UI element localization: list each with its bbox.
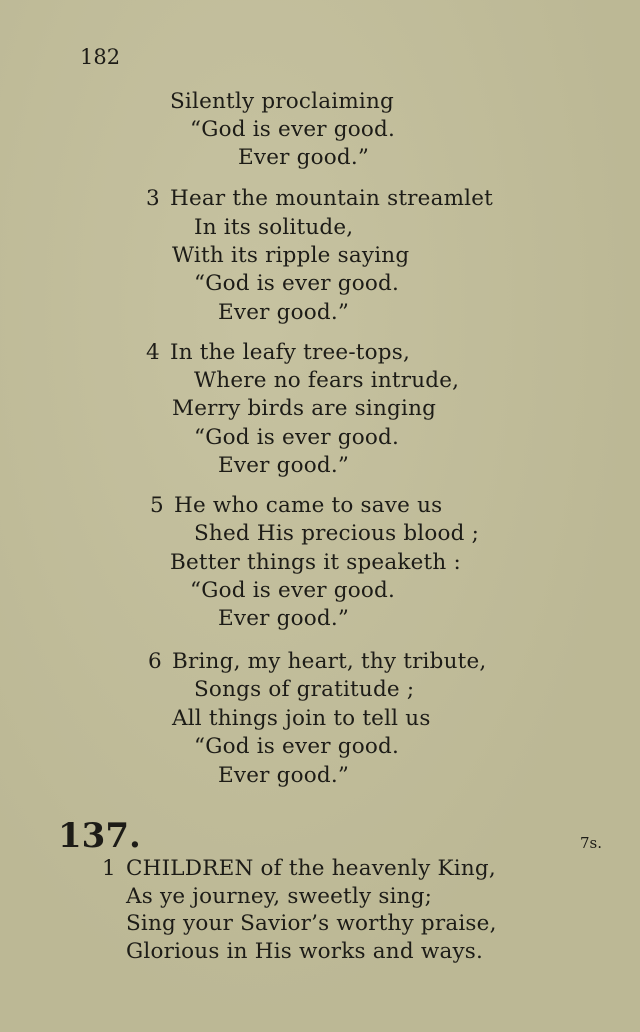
- page-number: 182: [80, 45, 121, 69]
- stanza-line: Sing your Savior’s worthy praise,: [126, 911, 497, 936]
- stanza-line: All things join to tell us: [172, 706, 431, 731]
- stanza-line: Songs of gratitude ;: [194, 677, 415, 702]
- stanza-line: As ye journey, sweetly sing;: [126, 884, 433, 909]
- stanza-line: In the leafy tree-tops,: [170, 340, 411, 365]
- stanza-line: “God is ever good.: [194, 734, 400, 759]
- stanza-line: Where no fears intrude,: [194, 368, 460, 393]
- stanza-number: 4: [146, 340, 160, 365]
- hymn-meter: 7s.: [580, 834, 603, 852]
- stanza-line: Better things it speaketh :: [170, 550, 461, 575]
- stanza-line: Glorious in His works and ways.: [126, 939, 484, 964]
- stanza-line: “God is ever good.: [194, 271, 400, 296]
- stanza-number: 3: [146, 186, 160, 211]
- stanza-line: CHILDREN of the heavenly King,: [126, 856, 496, 881]
- stanza-line: Ever good.”: [218, 606, 350, 631]
- stanza-line: Bring, my heart, thy tribute,: [172, 649, 487, 674]
- stanza-line: Ever good.”: [218, 453, 350, 478]
- stanza-line: Hear the mountain streamlet: [170, 186, 494, 211]
- stanza-line: Ever good.”: [218, 763, 350, 788]
- stanza-line: Ever good.”: [238, 145, 370, 170]
- stanza-line: Shed His precious blood ;: [194, 521, 480, 546]
- stanza-line: “God is ever good.: [190, 117, 396, 142]
- stanza-number: 5: [150, 493, 164, 518]
- hymn-number: 137.: [58, 816, 141, 856]
- stanza-line: He who came to save us: [174, 493, 443, 518]
- stanza-line: Merry birds are singing: [172, 396, 437, 421]
- stanza-line: Silently proclaiming: [170, 89, 395, 114]
- stanza-number: 1: [102, 856, 116, 881]
- stanza-number: 6: [148, 649, 162, 674]
- stanza-line: “God is ever good.: [190, 578, 396, 603]
- stanza-line: Ever good.”: [218, 300, 350, 325]
- stanza-line: With its ripple saying: [172, 243, 410, 268]
- stanza-line: “God is ever good.: [194, 425, 400, 450]
- stanza-line: In its solitude,: [194, 215, 354, 240]
